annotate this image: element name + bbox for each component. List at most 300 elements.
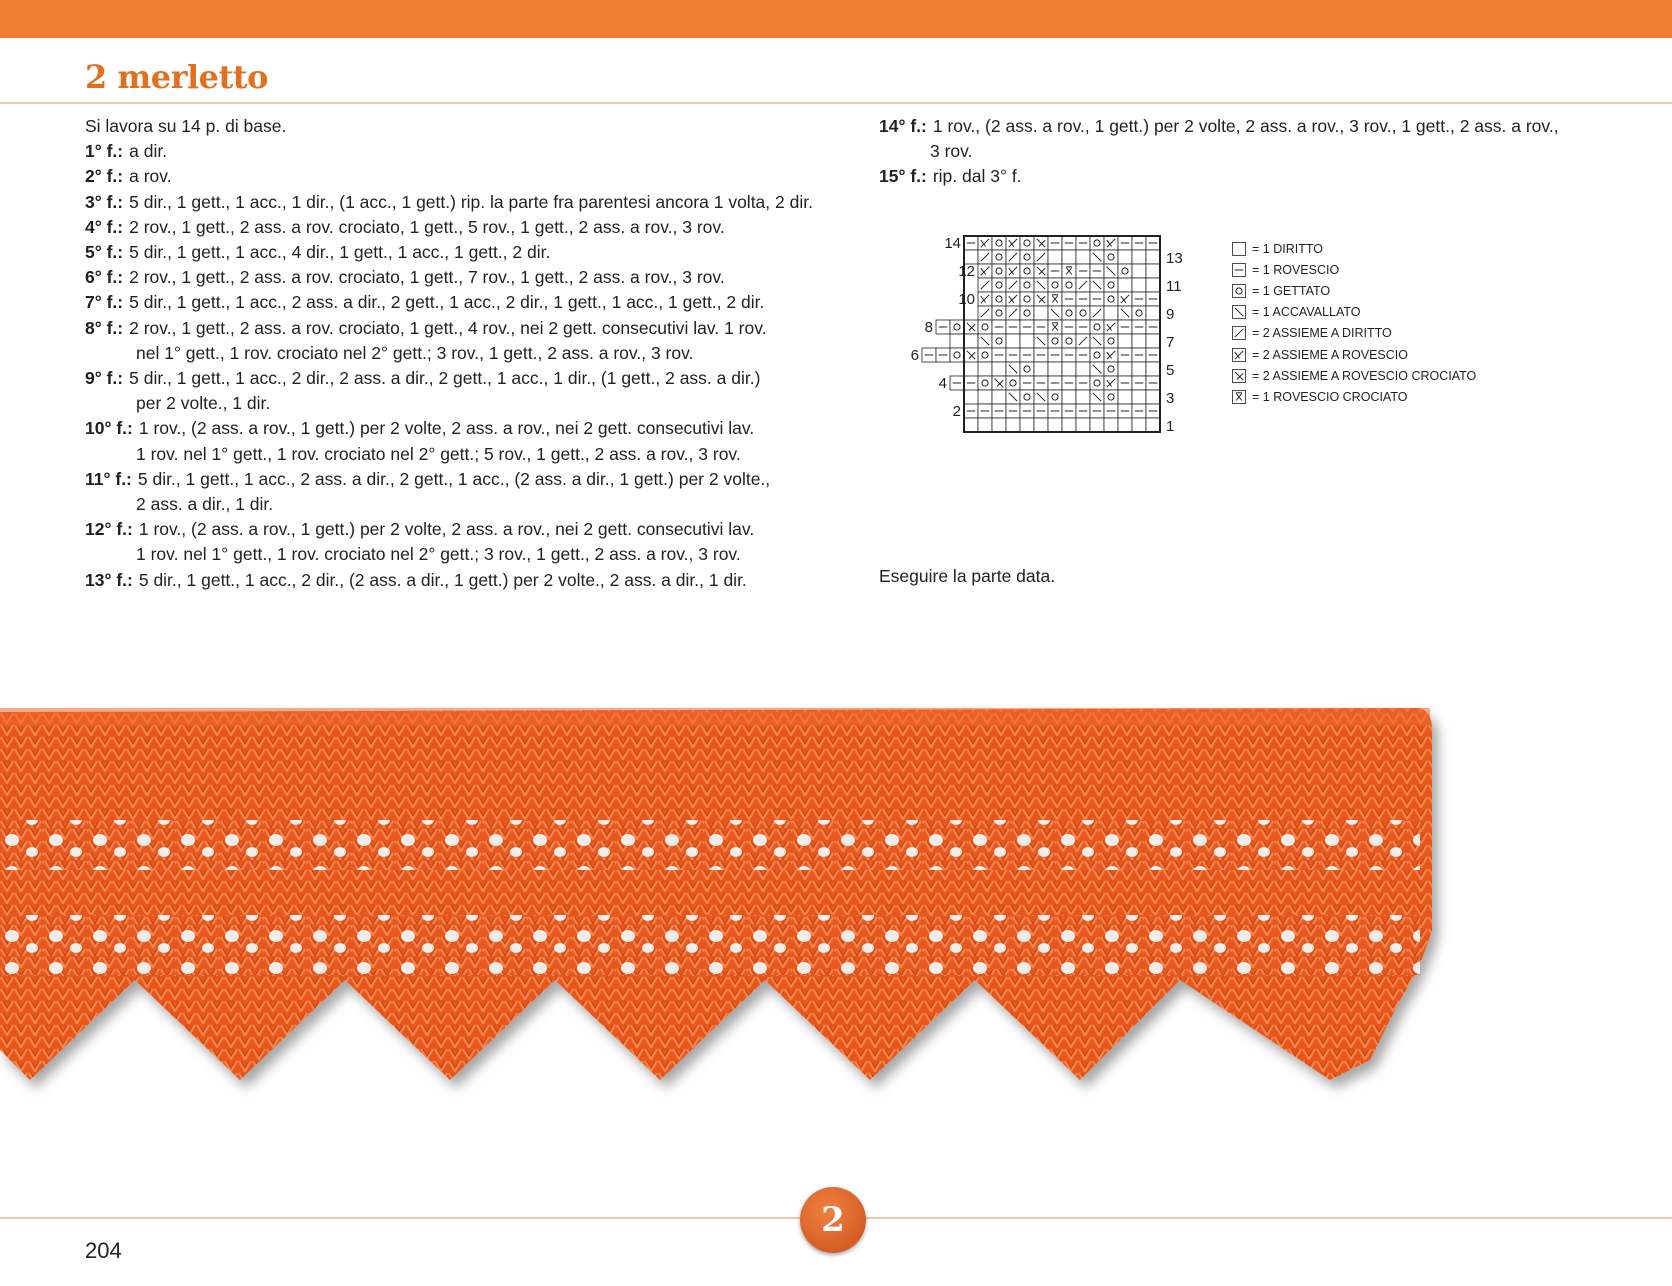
lace-band xyxy=(0,708,1432,1080)
chart-cell xyxy=(1006,278,1020,292)
legend-label: = 2 ASSIEME A ROVESCIO xyxy=(1252,347,1408,362)
row-instruction xyxy=(85,517,805,542)
chart-cell xyxy=(1006,376,1020,390)
chart-cell xyxy=(978,278,992,292)
chart-cell xyxy=(1048,418,1062,432)
row-label: 3° f.: xyxy=(85,191,124,212)
chart-cell xyxy=(1062,278,1076,292)
chart-cell xyxy=(1146,348,1160,362)
lace-diamond-row xyxy=(0,915,1420,975)
legend-item xyxy=(1232,259,1476,280)
chart-cell xyxy=(978,264,992,278)
chart-cell xyxy=(950,320,964,334)
legend-item xyxy=(1232,280,1476,301)
chart-cell xyxy=(992,306,1006,320)
chart-row-label-right: 9 xyxy=(1166,306,1175,323)
chart-cell xyxy=(992,250,1006,264)
row-instruction xyxy=(85,568,805,593)
chart-cell xyxy=(1048,348,1062,362)
chart-cell xyxy=(1146,306,1160,320)
chart-cell xyxy=(1006,348,1020,362)
chart-cell xyxy=(964,418,978,432)
chart-cell xyxy=(978,306,992,320)
chart-cell xyxy=(1104,264,1118,278)
chart-cell xyxy=(1034,404,1048,418)
row-instruction xyxy=(85,467,805,492)
chart-cell xyxy=(1104,306,1118,320)
chart-cell xyxy=(1118,278,1132,292)
row-instruction xyxy=(85,316,805,341)
chart-cell xyxy=(1034,250,1048,264)
chart-cell xyxy=(1048,334,1062,348)
chart-cell xyxy=(1048,264,1062,278)
chart-cell xyxy=(1020,334,1034,348)
chart-cell xyxy=(1132,390,1146,404)
chart-cell xyxy=(1006,292,1020,306)
legend-symbol-icon xyxy=(1232,348,1246,362)
chart-cell xyxy=(1034,418,1048,432)
chart-cell xyxy=(1090,292,1104,306)
chart-cell xyxy=(992,292,1006,306)
chart-cell xyxy=(1020,292,1034,306)
chart-cell xyxy=(1104,362,1118,376)
chart-cell xyxy=(1076,236,1090,250)
chart-cell xyxy=(1104,250,1118,264)
legend-label: = 2 ASSIEME A ROVESCIO CROCIATO xyxy=(1252,368,1477,383)
chart-cell xyxy=(1062,292,1076,306)
chart-cell xyxy=(1146,376,1160,390)
chart-cell xyxy=(1034,306,1048,320)
chart-cell xyxy=(1146,236,1160,250)
chart-cell xyxy=(1104,334,1118,348)
chart-cell xyxy=(1076,292,1090,306)
chart-cell xyxy=(1062,362,1076,376)
row-label: 5° f.: xyxy=(85,242,124,263)
chart-cell xyxy=(936,320,950,334)
chart-cell xyxy=(1006,334,1020,348)
chart-cell xyxy=(1132,292,1146,306)
chart-row-label-right: 11 xyxy=(1166,278,1182,295)
chart-cell xyxy=(1076,320,1090,334)
chart-cell xyxy=(1020,348,1034,362)
legend-label: = 1 ACCAVALLATO xyxy=(1252,305,1361,320)
legend-label: = 1 ROVESCIO CROCIATO xyxy=(1252,389,1408,404)
chart-row-label-left: 10 xyxy=(958,291,975,308)
chart-cell xyxy=(1034,390,1048,404)
row-text-continued: nel 1° gett., 1 rov. crociato nel 2° gett.; 3 rov., 1 gett., 2 ass. a rov., 3 rov. xyxy=(136,342,694,363)
chart-cell xyxy=(978,250,992,264)
chart-cell xyxy=(1118,236,1132,250)
chart-cell xyxy=(1146,404,1160,418)
chart-cell xyxy=(1146,418,1160,432)
row-text-continued: 1 rov. nel 1° gett., 1 rov. crociato nel 2° gett.; 5 rov., 1 gett., 2 ass. a rov., 3 rov. xyxy=(136,443,741,464)
lace-edging-photo xyxy=(0,700,1450,1160)
chart-row-label-left: 4 xyxy=(938,375,947,392)
chart-cell xyxy=(1006,390,1020,404)
chart-cell xyxy=(1062,418,1076,432)
chart-cell xyxy=(1118,418,1132,432)
legend-label: = 1 DIRITTO xyxy=(1252,241,1323,256)
row-text: a dir. xyxy=(129,141,168,162)
eyelet-row xyxy=(0,820,1420,870)
chart-cell xyxy=(1118,404,1132,418)
chart-row-label-left: 8 xyxy=(924,319,933,336)
row-text: 1 rov., (2 ass. a rov., 1 gett.) per 2 volte, 2 ass. a rov., nei 2 gett. consecutivi lav. xyxy=(138,418,755,439)
legend-item xyxy=(1232,238,1476,259)
chart-cell xyxy=(978,390,992,404)
chart-cell xyxy=(1076,390,1090,404)
chart-cell xyxy=(1090,348,1104,362)
chart-cell xyxy=(1048,390,1062,404)
row-label: 9° f.: xyxy=(85,368,124,389)
chart-cell xyxy=(1020,250,1034,264)
chart-cell xyxy=(922,348,936,362)
chart-cell xyxy=(950,334,964,348)
chart-cell xyxy=(1104,404,1118,418)
chart-cell xyxy=(992,348,1006,362)
chart-cell xyxy=(1090,404,1104,418)
legend-symbol-icon xyxy=(1232,284,1246,298)
chart-cell xyxy=(1020,418,1034,432)
chart-row-label-left: 2 xyxy=(952,403,961,420)
chart-cell xyxy=(1020,376,1034,390)
chart-cell xyxy=(1034,278,1048,292)
chart-cell xyxy=(1146,264,1160,278)
row-text: 1 rov., (2 ass. a rov., 1 gett.) per 2 volte, 2 ass. a rov., nei 2 gett. consecutivi lav. xyxy=(138,519,755,540)
chart-cell xyxy=(1118,292,1132,306)
chart-cell xyxy=(1118,250,1132,264)
chart-cell xyxy=(1062,334,1076,348)
chart-cell xyxy=(1090,390,1104,404)
chart-cell xyxy=(1132,320,1146,334)
chart-cell xyxy=(1118,376,1132,390)
chart-cell xyxy=(1090,264,1104,278)
pattern-number-badge: 2 xyxy=(800,1187,866,1253)
chart-cell xyxy=(992,264,1006,278)
legend-symbol-icon xyxy=(1232,326,1246,340)
chart-row-label-right: 5 xyxy=(1166,362,1175,379)
chart-cell xyxy=(1146,362,1160,376)
chart-cell xyxy=(1076,404,1090,418)
row-instruction xyxy=(85,240,805,265)
chart-cell xyxy=(1062,236,1076,250)
chart-cell xyxy=(1090,418,1104,432)
chart-cell xyxy=(978,334,992,348)
row-text: 5 dir., 1 gett., 1 acc., 2 ass. a dir., 2 gett., 1 acc., (2 ass. a dir., 1 gett.) per 2 volte., xyxy=(137,468,771,489)
legend-item xyxy=(1232,365,1476,386)
chart-cell xyxy=(950,376,964,390)
chart-cell xyxy=(1020,404,1034,418)
chart-cell xyxy=(1034,320,1048,334)
chart-cell xyxy=(978,320,992,334)
chart-cell xyxy=(1132,278,1146,292)
chart-cell xyxy=(1090,334,1104,348)
row-label: 2° f.: xyxy=(85,166,124,187)
chart-cell xyxy=(1048,250,1062,264)
chart-cell xyxy=(1118,348,1132,362)
chart-cell xyxy=(1104,320,1118,334)
row-text-continued: 1 rov. nel 1° gett., 1 rov. crociato nel 2° gett.; 3 rov., 1 gett., 2 ass. a rov., 3 rov. xyxy=(136,544,741,565)
legend-item xyxy=(1232,386,1476,407)
chart-cell xyxy=(1132,334,1146,348)
chart-cell xyxy=(950,348,964,362)
chart-cell xyxy=(1076,306,1090,320)
chart-row-label-left: 12 xyxy=(958,263,975,280)
chart-cell xyxy=(1020,236,1034,250)
row-text-continued: per 2 volte., 1 dir. xyxy=(136,393,271,414)
chart-cell xyxy=(1076,334,1090,348)
chart-row-label-right: 3 xyxy=(1166,390,1175,407)
chart-cell xyxy=(1006,250,1020,264)
top-accent-bar xyxy=(0,0,1672,38)
row-text: 5 dir., 1 gett., 1 acc., 2 dir., 2 ass. a dir., 2 gett., 1 acc., 1 dir., (1 gett., 2 ass. a dir.) xyxy=(129,368,761,389)
chart-cell xyxy=(1076,250,1090,264)
chart-cell xyxy=(978,418,992,432)
chart-cell xyxy=(1076,278,1090,292)
chart-cell xyxy=(1146,250,1160,264)
row-text: a rov. xyxy=(129,166,172,187)
chart-cell xyxy=(1090,278,1104,292)
chart-cell xyxy=(1146,390,1160,404)
legend-item xyxy=(1232,323,1476,344)
chart-cell xyxy=(1048,404,1062,418)
chart-cell xyxy=(1048,320,1062,334)
chart-cell xyxy=(1034,292,1048,306)
legend-item xyxy=(1232,302,1476,323)
row-text: rip. dal 3° f. xyxy=(932,166,1022,187)
chart-cell xyxy=(1132,418,1146,432)
chart-cell xyxy=(1020,306,1034,320)
row-instruction xyxy=(85,215,805,240)
chart-row-label-left: 6 xyxy=(910,347,919,364)
chart-cell xyxy=(1104,278,1118,292)
chart-cell xyxy=(1034,362,1048,376)
row-instruction xyxy=(85,290,805,315)
row-instruction xyxy=(85,190,813,215)
row-text: 1 rov., (2 ass. a rov., 1 gett.) per 2 volte, 2 ass. a rov., 3 rov., 1 gett., 2 ass. a rov., xyxy=(932,116,1559,136)
legend-symbol-icon xyxy=(1232,369,1246,383)
chart-cell xyxy=(992,390,1006,404)
row-label: 10° f.: xyxy=(85,418,133,439)
row-label: 1° f.: xyxy=(85,141,124,162)
chart-cell xyxy=(1034,334,1048,348)
chart-cell xyxy=(1090,376,1104,390)
chart-cell xyxy=(992,278,1006,292)
chart-cell xyxy=(964,376,978,390)
chart-cell xyxy=(1132,348,1146,362)
chart-cell xyxy=(1146,320,1160,334)
chart-row-label-left: 14 xyxy=(944,235,961,252)
chart-cell xyxy=(1090,362,1104,376)
chart-cell xyxy=(1090,320,1104,334)
row-text: 5 dir., 1 gett., 1 acc., 2 ass. a dir., 2 gett., 1 acc., 2 dir., 1 gett., 1 acc., 1 gett., 2 dir. xyxy=(129,292,765,313)
legend-label: = 1 ROVESCIO xyxy=(1252,262,1340,277)
legend-label: = 1 GETTATO xyxy=(1252,283,1331,298)
chart-cell xyxy=(1062,390,1076,404)
row-instructions-list xyxy=(85,139,813,593)
chart-cell xyxy=(1062,264,1076,278)
chart-cell xyxy=(1118,320,1132,334)
chart-cell xyxy=(1090,306,1104,320)
chart-cell xyxy=(1062,306,1076,320)
legend-symbol-icon xyxy=(1232,305,1246,319)
chart-cell xyxy=(964,334,978,348)
chart-cell xyxy=(1104,376,1118,390)
chart-cell xyxy=(1062,404,1076,418)
chart-cell xyxy=(1146,334,1160,348)
execute-note: Eseguire la parte data. xyxy=(879,566,1056,586)
chart-cell xyxy=(1006,362,1020,376)
chart-cell xyxy=(992,362,1006,376)
chart-legend xyxy=(1232,238,1476,408)
legend-symbol-icon xyxy=(1232,242,1246,256)
chart-row-label-right: 13 xyxy=(1166,250,1183,267)
chart-cell xyxy=(964,320,978,334)
chart-cell xyxy=(992,376,1006,390)
chart-cell xyxy=(1076,376,1090,390)
row-instruction xyxy=(85,416,805,441)
intro-line: Si lavora su 14 p. di base. xyxy=(85,116,287,136)
chart-cell xyxy=(1062,320,1076,334)
instructions-right-column xyxy=(879,114,1599,190)
chart-cell xyxy=(1076,362,1090,376)
chart-cell xyxy=(1006,306,1020,320)
chart-cell xyxy=(1118,306,1132,320)
chart-cell xyxy=(992,334,1006,348)
chart-row-label-right: 1 xyxy=(1166,418,1175,435)
row-instruction xyxy=(879,164,1599,189)
row-label: 12° f.: xyxy=(85,519,133,540)
chart-cell xyxy=(1076,348,1090,362)
chart-cell xyxy=(992,236,1006,250)
chart-cell xyxy=(964,348,978,362)
chart-cell xyxy=(1048,292,1062,306)
chart-cell xyxy=(1104,348,1118,362)
row-instruction xyxy=(879,114,1599,139)
row-label: 6° f.: xyxy=(85,267,124,288)
chart-cell xyxy=(978,348,992,362)
chart-cell xyxy=(1090,250,1104,264)
chart-cell xyxy=(1048,306,1062,320)
chart-cell xyxy=(1132,306,1146,320)
page-number: 204 xyxy=(85,1238,122,1263)
chart-cell xyxy=(978,376,992,390)
chart-cell xyxy=(978,292,992,306)
instructions-left-column xyxy=(85,114,813,593)
row-label: 11° f.: xyxy=(85,468,132,489)
chart-cell xyxy=(1132,250,1146,264)
chart-cell xyxy=(992,404,1006,418)
chart-cell xyxy=(1048,376,1062,390)
legend-symbol-icon xyxy=(1232,263,1246,277)
chart-cell xyxy=(992,320,1006,334)
chart-cell xyxy=(1006,320,1020,334)
chart-cell xyxy=(1006,418,1020,432)
chart-cell xyxy=(1104,292,1118,306)
row-label: 7° f.: xyxy=(85,292,124,313)
chart-cell xyxy=(1034,348,1048,362)
stitch-chart xyxy=(870,228,1183,438)
chart-cell xyxy=(978,404,992,418)
row-instruction xyxy=(85,366,805,391)
row-text: 5 dir., 1 gett., 1 acc., 4 dir., 1 gett., 1 acc., 1 gett., 2 dir. xyxy=(129,242,551,263)
chart-cell xyxy=(1132,404,1146,418)
title-rule xyxy=(0,102,1672,104)
row-text-continued: 2 ass. a dir., 1 dir. xyxy=(136,494,274,515)
chart-cell xyxy=(1048,236,1062,250)
row-text: 2 rov., 1 gett., 2 ass. a rov. crociato, 1 gett., 7 rov., 1 gett., 2 ass. a rov., 3 rov. xyxy=(129,267,725,288)
row-label: 15° f.: xyxy=(879,166,927,187)
row-text-continued: 3 rov. xyxy=(930,141,973,162)
chart-cell xyxy=(992,418,1006,432)
chart-cell xyxy=(1118,334,1132,348)
row-text: 2 rov., 1 gett., 2 ass. a rov. crociato, 1 gett., 4 rov., nei 2 gett. consecutivi lav. 1 rov. xyxy=(129,317,767,338)
chart-cell xyxy=(1118,362,1132,376)
chart-cell xyxy=(936,348,950,362)
picot-edge xyxy=(0,708,1430,726)
chart-cell xyxy=(1104,390,1118,404)
legend-label: = 2 ASSIEME A DIRITTO xyxy=(1252,326,1392,341)
row-instruction xyxy=(85,265,805,290)
chart-cell xyxy=(1048,278,1062,292)
chart-cell xyxy=(1034,376,1048,390)
chart-cell xyxy=(964,250,978,264)
row-instruction xyxy=(85,139,805,164)
chart-cell xyxy=(1146,292,1160,306)
legend-item xyxy=(1232,344,1476,365)
legend-symbol-icon xyxy=(1232,390,1246,404)
chart-cell xyxy=(1090,236,1104,250)
chart-cell xyxy=(1062,250,1076,264)
row-instruction xyxy=(85,164,805,189)
chart-cell xyxy=(1048,362,1062,376)
chart-cell xyxy=(1020,264,1034,278)
chart-cell xyxy=(1132,236,1146,250)
chart-cell xyxy=(964,404,978,418)
chart-cell xyxy=(1118,390,1132,404)
chart-cell xyxy=(1020,320,1034,334)
chart-cell xyxy=(1132,376,1146,390)
chart-cell xyxy=(1104,418,1118,432)
chart-cell xyxy=(1062,376,1076,390)
chart-cell xyxy=(1034,236,1048,250)
chart-cell xyxy=(1020,278,1034,292)
chart-cell xyxy=(1076,264,1090,278)
chart-cell xyxy=(1076,418,1090,432)
row-text: 5 dir., 1 gett., 1 acc., 1 dir., (1 acc., 1 gett.) rip. la parte fra parentesi ancora 1 volta, 2 dir. xyxy=(129,191,813,212)
row-label: 8° f.: xyxy=(85,317,124,338)
chart-row-label-right: 7 xyxy=(1166,334,1175,351)
page-title: 2 merletto xyxy=(85,58,268,96)
chart-cell xyxy=(1006,264,1020,278)
chart-cell xyxy=(1118,264,1132,278)
chart-cell xyxy=(1132,264,1146,278)
chart-cell xyxy=(1146,278,1160,292)
chart-cell xyxy=(1034,264,1048,278)
chart-cell xyxy=(1006,404,1020,418)
chart-cell xyxy=(1020,362,1034,376)
row-label: 4° f.: xyxy=(85,216,124,237)
chart-cell xyxy=(1104,236,1118,250)
chart-cell xyxy=(964,236,978,250)
chart-cell xyxy=(1020,390,1034,404)
row-text: 5 dir., 1 gett., 1 acc., 2 dir., (2 ass. a dir., 1 gett.) per 2 volte., 2 ass. a dir., 1 dir. xyxy=(138,569,747,590)
chart-cell xyxy=(1062,348,1076,362)
chart-cell xyxy=(978,362,992,376)
row-text: 2 rov., 1 gett., 2 ass. a rov. crociato, 1 gett., 5 rov., 1 gett., 2 ass. a rov., 3 rov. xyxy=(129,216,725,237)
row-label: 13° f.: xyxy=(85,569,133,590)
row-label: 14° f.: xyxy=(879,116,927,136)
